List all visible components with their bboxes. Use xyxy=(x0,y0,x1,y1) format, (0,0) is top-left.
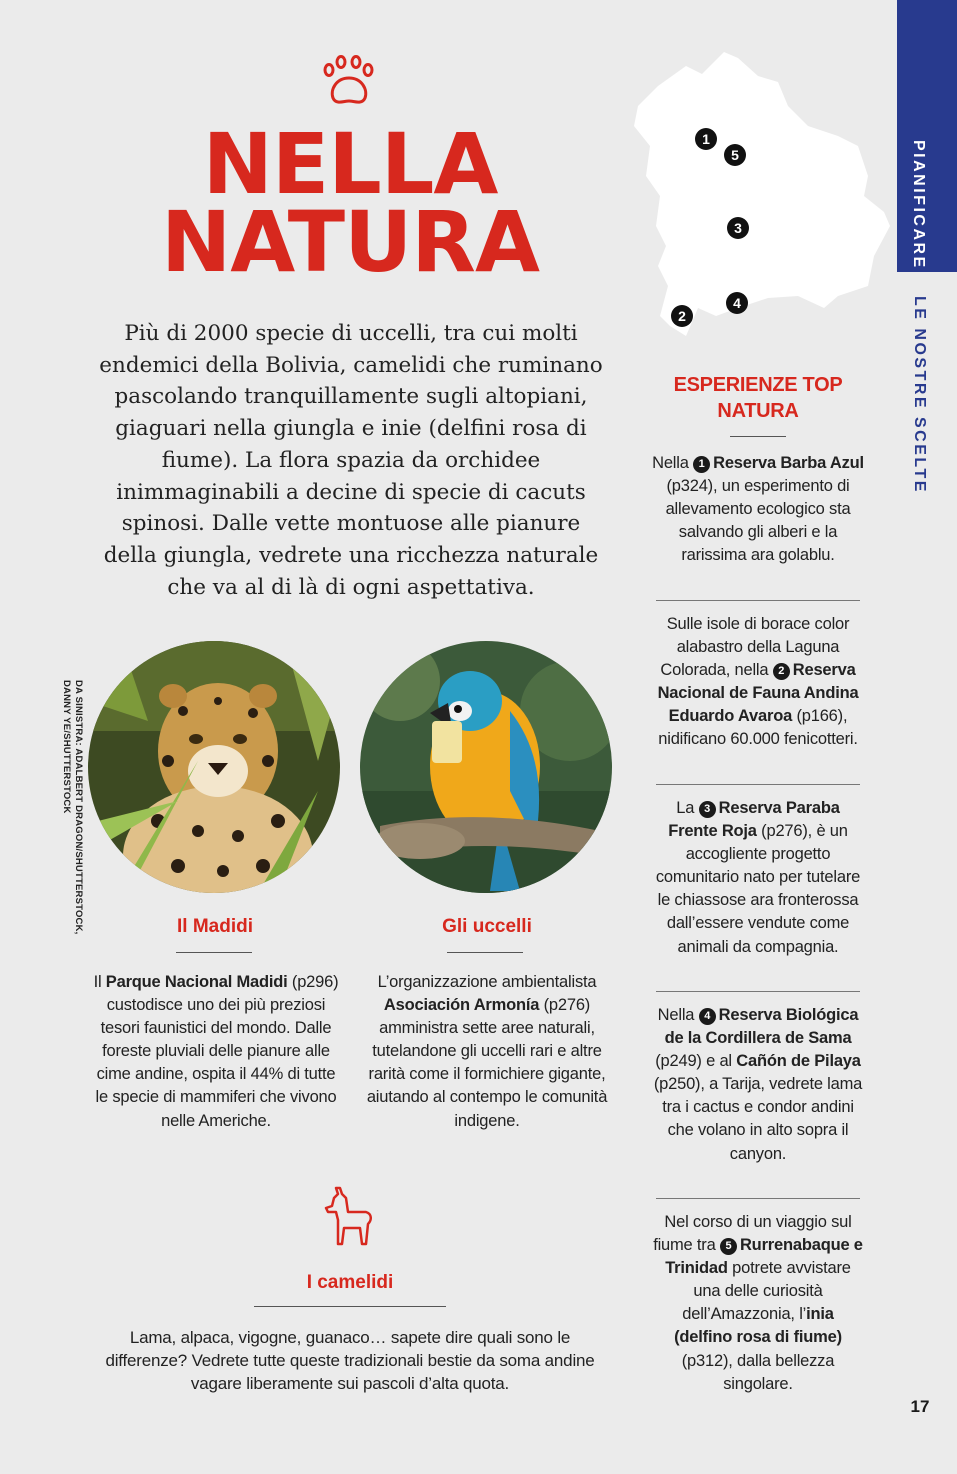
paw-icon xyxy=(320,54,380,108)
map-marker-5: 5 xyxy=(724,144,746,166)
section-tab xyxy=(897,0,957,272)
parrot-photo xyxy=(360,641,612,893)
top-experiences-divider xyxy=(730,436,786,437)
map-marker-4: 4 xyxy=(726,292,748,314)
map-marker-1: 1 xyxy=(695,128,717,150)
number-badge: 1 xyxy=(693,456,710,473)
experience-item-1: Nella 1 Reserva Barba Azul (p324), un esperimento di allevamento ecologico sta salvando gli alberi e la rarissima ara golablu. xyxy=(652,454,864,565)
experience-separator xyxy=(656,600,860,601)
experience-item-2: Sulle isole di borace color alabastro della Laguna Colorada, nella 2 Reserva Nacional de Fauna Andina Eduardo Avaroa (p166), nidificano 60.000 fenicotteri. xyxy=(657,615,859,749)
llama-icon xyxy=(320,1184,380,1248)
birds-heading: Gli uccelli xyxy=(442,916,532,937)
bolivia-map xyxy=(628,46,890,336)
number-badge: 4 xyxy=(699,1008,716,1025)
chapter-label: LE NOSTRE SCELTE xyxy=(911,296,928,494)
experience-separator xyxy=(656,784,860,785)
experience-item-5: Nel corso di un viaggio sul fiume tra 5 Rurrenabaque e Trinidad potrete avvistare una delle curiosità dell’Amazzonia, l’inia (delfino rosa di fiume) (p312), dalla bellezza singolare. xyxy=(653,1213,863,1393)
birds-divider xyxy=(447,952,523,953)
experience-separator xyxy=(656,1198,860,1199)
experience-item-4: Nella 4 Reserva Biológica de la Cordillera de Sama (p249) e al Cañón de Pilaya (p250), a Tarija, vedrete lama tra i cactus e condor andini che volano in alto sopra il canyon. xyxy=(653,1006,863,1163)
number-badge: 3 xyxy=(699,801,716,818)
photo-credit-line2: DANNY YE/SHUTTERSTOCK xyxy=(61,680,72,814)
photo-credit xyxy=(44,680,84,940)
map-marker-3: 3 xyxy=(727,217,749,239)
bolivia-map-shape xyxy=(628,46,890,336)
camelids-text: Lama, alpaca, vigogne, guanaco… sapete dire quali sono le differenze? Vedrete tutte queste tradizionali bestie da soma andine vagare liberamente sui pascoli d’alta quota. xyxy=(105,1328,595,1394)
number-badge: 5 xyxy=(720,1238,737,1255)
top-experiences-heading xyxy=(656,372,860,424)
top-experiences-title: ESPERIENZE TOP xyxy=(673,374,843,396)
photo-credit-line1: DA SINISTRA: ADALBERT DRAGON/SHUTTERSTOCK, xyxy=(73,680,84,935)
birds-text: L’organizzazione ambientalista Asociación Armonía (p276) amministra sette aree naturali, tutelandone gli uccelli rari e altre rarità come il formichiere gigante, aiutando al contempo le comunità indigene. xyxy=(366,973,608,1130)
section-tab-label: PIANIFICARE xyxy=(910,140,927,270)
madidi-heading: Il Madidi xyxy=(177,916,253,937)
number-badge: 2 xyxy=(773,663,790,680)
page-number: 17 xyxy=(910,1397,930,1416)
top-experiences-subtitle: NATURA xyxy=(717,400,799,422)
intro-paragraph: Più di 2000 specie di uccelli, tra cui molti endemici della Bolivia, camelidi che ruminano pascolando tranquillamente sugli altopiani, giaguari nella giungla e inie (delfini rosa di fiume). La flora spazia da orchidee inimmaginabili a decine di specie di cacuts spinosi. Dalle vette montuose alle pianure della giungla, vedrete una ricchezza naturale che va al di là di ogni aspettativa. xyxy=(99,321,603,600)
experience-item-3: La 3 Reserva Paraba Frente Roja (p276), è un accogliente progetto comunitario nato per tutelare le chiassose ara fronterossa dall’essere vendute come animali da compagnia. xyxy=(655,799,861,956)
camelids-divider xyxy=(254,1306,446,1307)
madidi-divider xyxy=(176,952,252,953)
page-title-line1: NELLA xyxy=(202,115,498,213)
camelids-heading: I camelidi xyxy=(306,1272,394,1293)
page-title-line2: NATURA xyxy=(161,193,539,291)
jaguar-photo xyxy=(88,641,340,893)
experience-separator xyxy=(656,991,860,992)
map-marker-2: 2 xyxy=(671,305,693,327)
madidi-text: Il Parque Nacional Madidi (p296) custodisce uno dei più preziosi tesori faunistici del mondo. Dalle foreste pluviali delle pianure alle cime andine, ospita il 44% di tutte le specie di mammiferi che vivono nelle Americhe. xyxy=(93,973,339,1130)
